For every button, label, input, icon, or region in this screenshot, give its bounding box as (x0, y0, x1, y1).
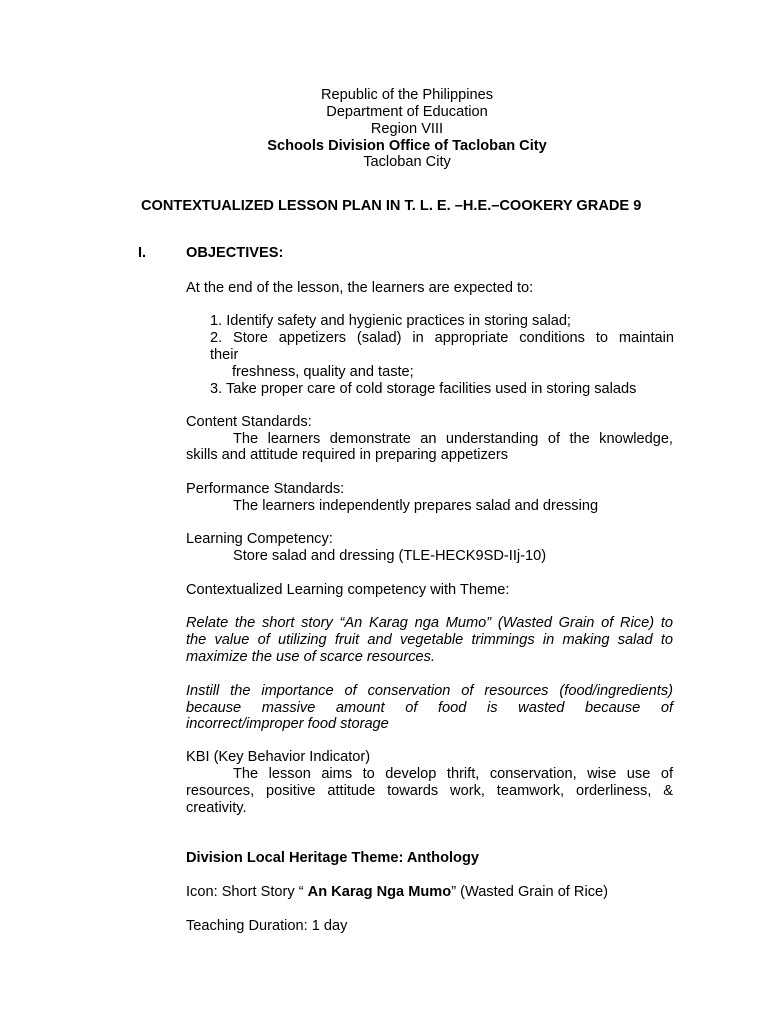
learning-competency-text: Store salad and dressing (TLE-HECK9SD-IIj-10) (233, 548, 547, 564)
section-heading: OBJECTIVES: (186, 245, 284, 261)
objective-item-2-line-2: their (210, 347, 239, 363)
contextualized-para-1-line-2: the value of utilizing fruit and vegetable trimmings in making salad to (186, 632, 673, 648)
contextualized-para-2-line-1: Instill the importance of conservation of resources (food/ingredients) (186, 683, 673, 699)
section-number: I. (138, 245, 147, 261)
objectives-intro: At the end of the lesson, the learners are expected to: (186, 280, 534, 296)
contextualized-label: Contextualized Learning competency with Theme: (186, 582, 510, 598)
content-standards-line-2: skills and attitude required in preparing appetizers (186, 447, 509, 463)
kbi-label: KBI (Key Behavior Indicator) (186, 749, 371, 765)
icon-story-title: An Karag Nga Mumo (307, 884, 452, 900)
contextualized-para-1-line-1: Relate the short story “An Karag nga Mumo” (Wasted Grain of Rice) to (186, 615, 673, 631)
content-standards-label: Content Standards: (186, 414, 312, 430)
contextualized-para-1-line-3: maximize the use of scarce resources. (186, 649, 435, 665)
icon-prefix: Icon: Short Story “ (186, 884, 308, 900)
performance-standards-label: Performance Standards: (186, 481, 345, 497)
contextualized-para-2-line-2: because massive amount of food is wasted because of (186, 700, 673, 716)
content-standards-line-1: The learners demonstrate an understanding of the knowledge, (233, 431, 673, 447)
header-department: Department of Education (326, 104, 488, 120)
contextualized-para-2-line-3: incorrect/improper food storage (186, 716, 389, 732)
performance-standards-text: The learners independently prepares salad and dressing (233, 498, 599, 514)
teaching-duration: Teaching Duration: 1 day (186, 918, 348, 934)
kbi-line-2: resources, positive attitude towards work, teamwork, orderliness, & (186, 783, 673, 799)
lesson-plan-title: CONTEXTUALIZED LESSON PLAN IN T. L. E. –H.E.–COOKERY GRADE 9 (141, 198, 642, 214)
icon-suffix: ” (Wasted Grain of Rice) (451, 884, 608, 900)
objective-item-2-line-3: freshness, quality and taste; (232, 364, 414, 380)
learning-competency-label: Learning Competency: (186, 531, 333, 547)
header-city: Tacloban City (363, 154, 451, 170)
objective-item-2-line-1: 2. Store appetizers (salad) in appropriate conditions to maintain (210, 330, 674, 346)
kbi-line-1: The lesson aims to develop thrift, conservation, wise use of (233, 766, 673, 782)
header-region: Region VIII (370, 121, 444, 137)
objective-item-1: 1. Identify safety and hygienic practices in storing salad; (210, 313, 571, 329)
heritage-theme: Division Local Heritage Theme: Anthology (186, 850, 479, 866)
kbi-line-3: creativity. (186, 800, 247, 816)
objective-item-3: 3. Take proper care of cold storage facilities used in storing salads (210, 381, 637, 397)
header-republic: Republic of the Philippines (321, 87, 493, 103)
icon-line (186, 884, 608, 901)
header-division-office: Schools Division Office of Tacloban City (267, 138, 547, 154)
